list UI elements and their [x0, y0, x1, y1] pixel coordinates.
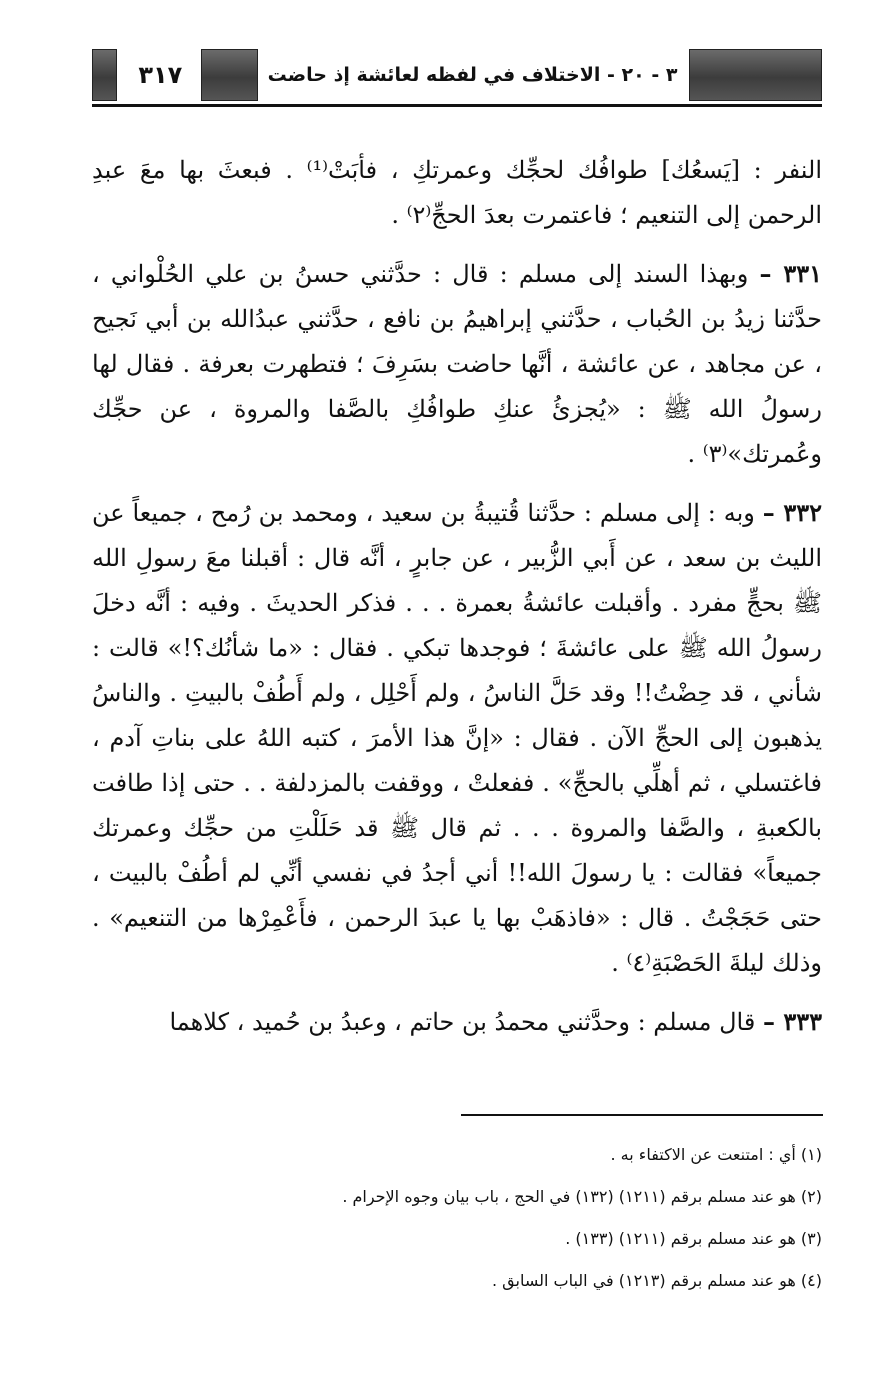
footnotes: [92, 1134, 822, 1302]
header-rule: [92, 104, 822, 107]
paragraph-text: وبه : إلى مسلم : حدَّثنا قُتيبةُ بن سعيد ، ومحمد بن رُمح ، جميعاً عن الليث بن سعد ، عن أَبي الزُّبير ، عن جابرٍ ، أنَّه قال : أقبلنا معَ رسولِ الله ﷺ بحجٍّ مفرد . وأقبلت عائشةُ بعمرة . . . فذكر الحديثَ . وفيه : أنَّه دخلَ رسولُ الله ﷺ على عائشةَ ؛ فوجدها تبكي . فقال : «ما شأنُك؟!» قالت : شأني ، قد حِضْتُ!! وقد حَلَّ الناسُ ، ولم أَحْلِل ، ولم أَطُفْ بالبيتِ . والناسُ يذهبون إلى الحجِّ الآن . فقال : «إنَّ هذا الأمرَ ، كتبه اللهُ على بناتِ آدم ، فاغتسلي ، ثم أهلِّي بالحجِّ» . ففعلتْ ، ووقفت بالمزدلفة . . حتى إذا طافت بالكعبةِ ، والصَّفا والمروة . . . ثم قال ﷺ قد حَلَلْتِ من حجِّك وعمرتك جميعاً» فقالت : يا رسولَ الله!! أني أجدُ في نفسي أنِّي لم أطُفْ بالبيت ، حتى حَجَجْتُ . قال : «فاذهَبْ بها يا عبدَ الرحمن ، فأَعْمِرْها من التنعيم» . وذلك ليلةَ الحَصْبَةِ⁽٤⁾ .: [92, 499, 823, 977]
hadith-332: [92, 490, 822, 986]
section-title: ٣ - ٢٠ - الاختلاف في لفظه لعائشة إذ حاضت: [267, 64, 678, 86]
hadith-333: [92, 999, 822, 1045]
paragraph-continuation: [92, 148, 822, 238]
header-ornament-left: [92, 49, 117, 101]
paragraph-text: قال مسلم : وحدَّثني محمدُ بن حاتم ، وعبدُ بن حُميد ، كلاهما: [169, 1008, 763, 1036]
paragraph-text: النفر : [يَسعُك] طوافُك لحجِّك وعمرتكِ ، فأبَتْ⁽¹⁾ . فبعثَ بها معَ عبدِ الرحمن إلى التنعيم ؛ فاعتمرت بعدَ الحجِّ⁽٢⁾ .: [92, 156, 822, 229]
hadith-331: [92, 251, 822, 477]
hadith-number: ٣٣٣ –: [762, 1007, 822, 1036]
header-ornament-right: [689, 49, 822, 101]
hadith-number: ٣٣٢ –: [762, 498, 822, 527]
main-text: [92, 148, 822, 1045]
footnote-separator: [461, 1114, 823, 1116]
header-ornament-middle: [201, 49, 257, 101]
footnote-3: (٣) هو عند مسلم برقم (١٢١١) (١٣٣) .: [565, 1229, 822, 1248]
footnote-2: (٢) هو عند مسلم برقم (١٢١١) (١٣٢) في الحج ، باب بيان وجوه الإحرام .: [342, 1187, 822, 1206]
hadith-number: ٣٣١ –: [759, 259, 822, 288]
paragraph-text: وبهذا السند إلى مسلم : قال : حدَّثني حسنُ بن علي الحُلْواني ، حدَّثنا زيدُ بن الحُباب ، حدَّثني إبراهيمُ بن نافع ، حدَّثني عبدُالله بن أبي نَجيح ، عن مجاهد ، عن عائشة ، أنَّها حاضت بسَرِفَ ؛ فتطهرت بعرفة . فقال لها رسولُ الله ﷺ : «يُجزئُ عنكِ طوافُكِ بالصَّفا والمروة ، عن حجِّك وعُمرتك»⁽٣⁾ .: [92, 260, 822, 468]
page-number: ٣١٧: [138, 61, 183, 89]
footnote-4: (٤) هو عند مسلم برقم (١٢١٣) في الباب السابق .: [492, 1271, 822, 1290]
footnote-1: (١) أي : امتنعت عن الاكتفاء به .: [610, 1145, 822, 1164]
running-header: [92, 47, 822, 103]
